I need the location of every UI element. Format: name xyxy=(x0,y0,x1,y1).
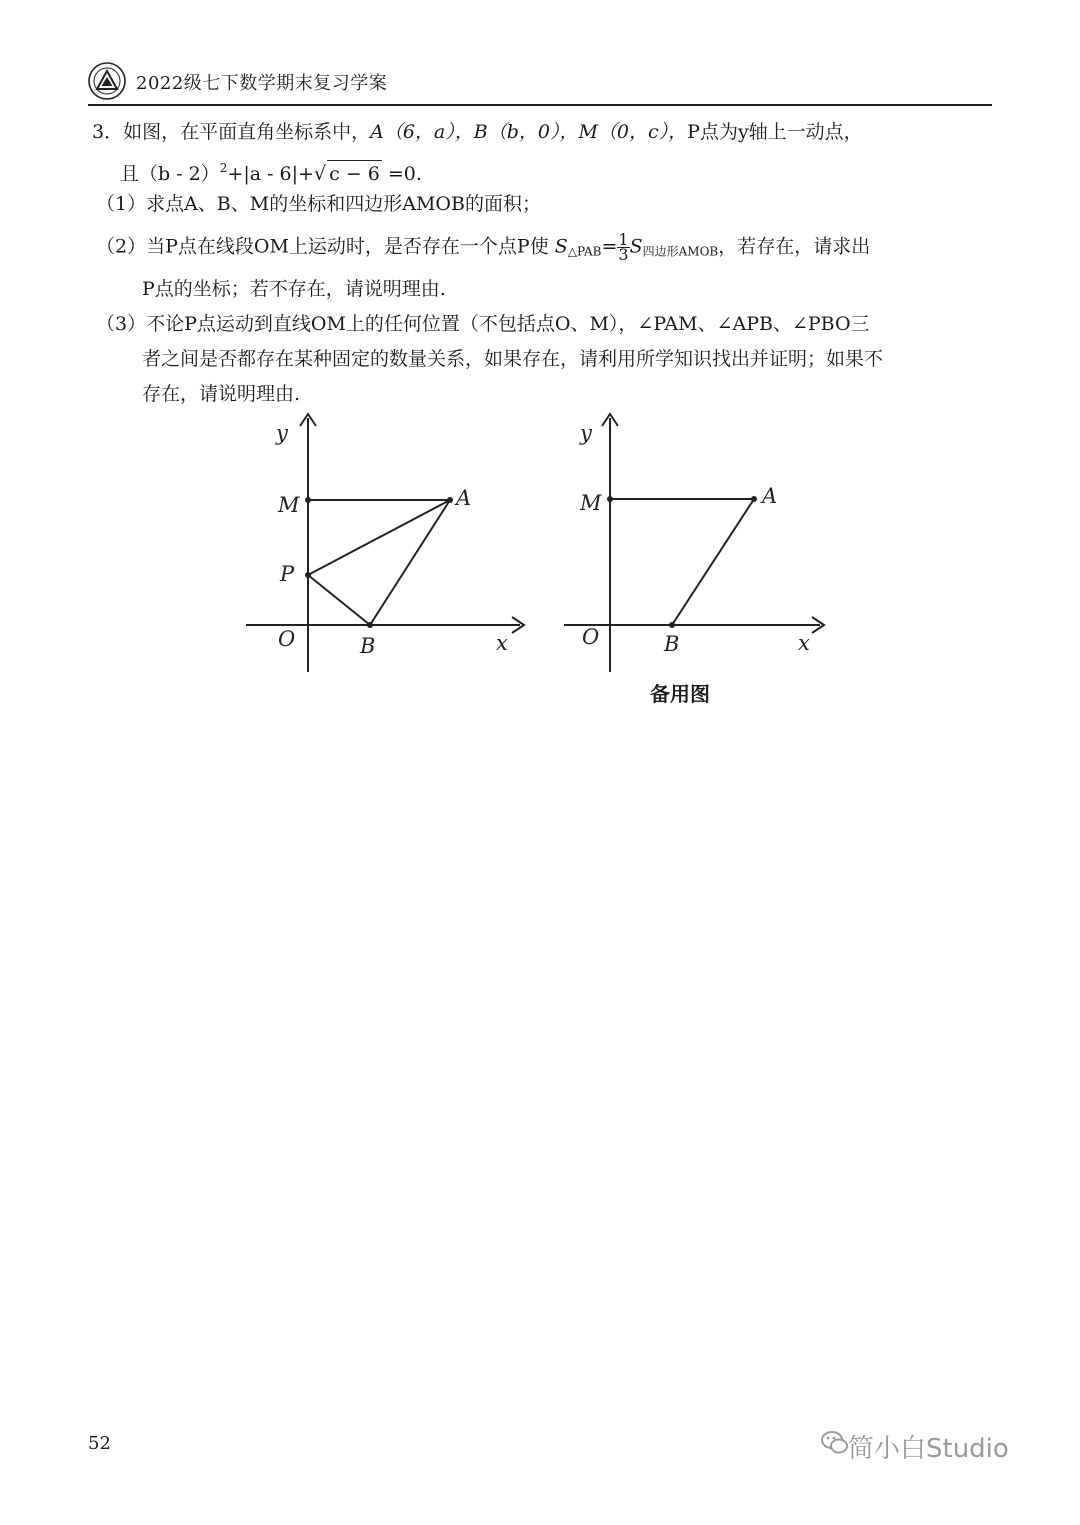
question-2-line-1 xyxy=(96,230,871,265)
wechat-icon xyxy=(820,1428,850,1458)
point-b-text: B（b，0）， xyxy=(473,121,579,143)
fraction-one-third: $\frac{1}{3}$ xyxy=(618,230,629,264)
problem-number: 3． xyxy=(92,121,124,143)
label-o: O xyxy=(278,627,296,651)
point-b-dot xyxy=(367,622,373,628)
label-y: y xyxy=(276,421,288,445)
sqrt-symbol-icon: √ xyxy=(313,163,327,185)
question-3-line-1: （3）不论P点运动到直线OM上的任何位置（不包括点O、M），∠PAM、∠APB、∠PBO三 xyxy=(96,313,870,335)
question-2-suffix: ，若存在，请求出 xyxy=(718,235,871,258)
segment-pb xyxy=(308,575,370,625)
label-y-2: y xyxy=(580,421,592,445)
label-a-2: A xyxy=(762,484,778,508)
point-m-dot-2 xyxy=(607,496,613,502)
figure-spare xyxy=(558,410,838,680)
problem-line-2 xyxy=(120,155,422,187)
segment-ab xyxy=(370,500,450,625)
point-a-dot xyxy=(447,497,453,503)
condition-exponent: 2 xyxy=(219,161,228,175)
equals-sign: = xyxy=(601,235,618,258)
label-x: x xyxy=(496,631,508,655)
question-3-line-2: 者之间是否都存在某种固定的数量关系，如果存在，请利用所学知识找出并证明；如果不 xyxy=(142,348,884,370)
label-m-2: M xyxy=(580,491,602,515)
area-symbol: S xyxy=(554,235,568,258)
problem-line-1 xyxy=(92,119,863,145)
label-p: P xyxy=(280,562,295,586)
condition-abs: +|a - 6|+ xyxy=(227,163,314,185)
label-m: M xyxy=(278,493,300,517)
header-title: 2022级七下数学期末复习学案 xyxy=(136,73,388,94)
question-2-prefix: （2）当P点在线段OM上运动时，是否存在一个点P使 xyxy=(96,235,549,258)
area-symbol-2: S xyxy=(629,235,643,258)
question-3-line-3: 存在，请说明理由. xyxy=(142,383,301,405)
label-b-2: B xyxy=(664,632,680,656)
label-x-2: x xyxy=(798,631,810,655)
page-header xyxy=(88,60,992,106)
triangle-subscript: △PAB xyxy=(567,244,602,259)
school-logo-icon xyxy=(88,62,126,100)
watermark-text: 简小白Studio xyxy=(848,1434,1009,1464)
quadrilateral-subscript: 四边形AMOB xyxy=(642,244,719,259)
intro-text: 如图，在平面直角坐标系中， xyxy=(123,121,371,143)
segment-ab-2 xyxy=(672,499,754,625)
condition-start: 且（b - 2） xyxy=(120,163,220,185)
point-m-text: M（0，c）， xyxy=(578,121,688,143)
point-b-dot-2 xyxy=(669,622,675,628)
label-b: B xyxy=(360,634,376,658)
point-m-dot xyxy=(305,497,311,503)
figure-caption: 备用图 xyxy=(650,682,710,706)
question-2-line-2: P点的坐标；若不存在，请说明理由. xyxy=(142,278,446,300)
point-a-text: A（6，a）， xyxy=(370,121,474,143)
label-o-2: O xyxy=(582,625,600,649)
label-a: A xyxy=(456,486,472,510)
sqrt-expression: c − 6 xyxy=(327,160,382,187)
question-1: （1）求点A、B、M的坐标和四边形AMOB的面积； xyxy=(96,193,541,215)
page-number: 52 xyxy=(88,1433,111,1454)
point-p-dot xyxy=(305,572,311,578)
figure-main xyxy=(240,410,540,680)
segment-pa xyxy=(308,500,450,575)
point-a-dot-2 xyxy=(751,496,757,502)
point-p-text: P点为y轴上一动点， xyxy=(687,121,863,143)
condition-end: =0. xyxy=(381,163,422,185)
